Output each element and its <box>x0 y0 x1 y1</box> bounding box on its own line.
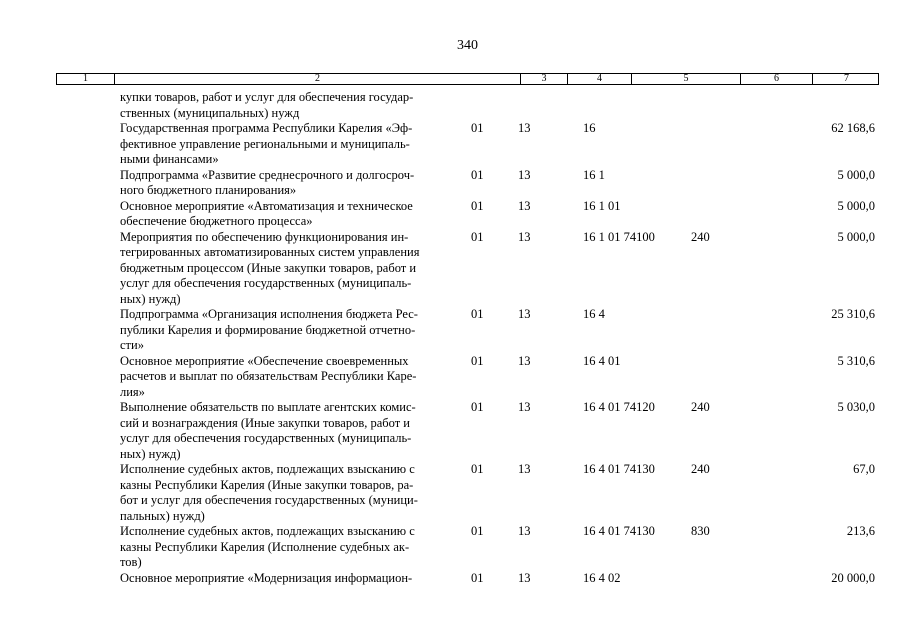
row-col-3: 01 <box>471 462 484 476</box>
header-col-2: 2 <box>115 74 521 84</box>
row-col-4: 13 <box>518 307 531 321</box>
header-col-5: 5 <box>632 74 741 84</box>
row-col-4: 13 <box>518 121 531 135</box>
row-col-3: 01 <box>471 307 484 321</box>
row-col-5: 16 1 01 74100 <box>583 229 655 244</box>
row-col-7: 5 030,0 <box>837 400 875 414</box>
table-header-row <box>56 73 879 85</box>
row-col-7: 5 000,0 <box>837 167 875 182</box>
row-name: Исполнение судебных актов, подлежащих взысканию с казны Республики Карелия (Исполнение судебных ак- тов) <box>120 524 415 569</box>
header-col-6: 6 <box>741 74 813 84</box>
row-col-3: 01 <box>471 229 484 244</box>
header-col-3: 3 <box>521 74 568 84</box>
row-col-4: 13 <box>518 570 531 585</box>
row-col-4: 13 <box>518 229 531 244</box>
row-name: Исполнение судебных актов, подлежащих взысканию с казны Республики Карелия (Иные закупки товаров, ра- бот и услуг для обеспечения государственных (муници- пальных) нужд) <box>120 462 418 523</box>
row-col-7: 5 000,0 <box>837 198 875 213</box>
row-col-4: 13 <box>518 167 531 182</box>
table-row <box>0 168 905 199</box>
row-col-3: 01 <box>471 121 484 135</box>
row-col-4: 13 <box>518 400 531 414</box>
row-name: Основное мероприятие «Обеспечение своевременных расчетов и выплат по обязательствам Республики Каре- лия» <box>120 353 417 399</box>
row-col-4: 13 <box>518 462 531 476</box>
row-col-5: 16 4 01 74130 <box>583 524 655 538</box>
row-name: Государственная программа Республики Карелия «Эф- фективное управление региональными и муниципаль- ными финансами» <box>120 121 413 166</box>
row-col-5: 16 1 <box>583 167 605 182</box>
row-col-7: 5 310,6 <box>837 353 875 368</box>
row-col-5: 16 4 <box>583 307 605 321</box>
row-col-4: 13 <box>518 524 531 538</box>
row-col-5: 16 4 01 74120 <box>583 400 655 414</box>
row-col-5: 16 <box>583 121 596 135</box>
row-col-7: 213,6 <box>846 524 875 538</box>
row-col-3: 01 <box>471 353 484 368</box>
table-row <box>0 199 905 230</box>
page-number: 340 <box>457 38 478 53</box>
header-col-1: 1 <box>57 74 115 84</box>
row-col-3: 01 <box>471 400 484 414</box>
row-name: Подпрограмма «Организация исполнения бюджета Рес- публики Карелия и формирование бюджетной отчетно- сти» <box>120 307 418 352</box>
table-row <box>0 571 905 587</box>
row-col-6: 240 <box>691 400 710 414</box>
row-col-4: 13 <box>518 198 531 213</box>
row-col-5: 16 4 01 <box>583 353 621 368</box>
row-col-5: 16 4 01 74130 <box>583 462 655 476</box>
row-col-7: 5 000,0 <box>837 229 875 244</box>
row-col-3: 01 <box>471 524 484 538</box>
header-col-7: 7 <box>844 73 849 84</box>
row-col-7: 67,0 <box>853 462 875 476</box>
row-col-3: 01 <box>471 198 484 213</box>
row-col-6: 240 <box>691 229 710 244</box>
table-row <box>0 524 905 571</box>
table-row <box>0 230 905 308</box>
row-col-4: 13 <box>518 353 531 368</box>
row-name: Основное мероприятие «Автоматизация и техническое обеспечение бюджетного процесса» <box>120 198 413 228</box>
row-col-6: 240 <box>691 462 710 476</box>
row-col-3: 01 <box>471 167 484 182</box>
row-name: Мероприятия по обеспечению функционирования ин- тегрированных автоматизированных систем управления бюджетным процессом (Иные закупки товаров, работ и услуг для обеспечения государственных (муниципаль- ных) нужд) <box>120 229 420 306</box>
table-body <box>0 90 905 586</box>
table-row <box>0 354 905 401</box>
table-row <box>0 121 905 168</box>
row-col-6: 830 <box>691 524 710 538</box>
row-col-7: 62 168,6 <box>831 121 875 135</box>
row-col-5: 16 1 01 <box>583 198 621 213</box>
table-row <box>0 462 905 524</box>
row-col-7: 20 000,0 <box>831 570 875 585</box>
header-col-4: 4 <box>568 74 632 84</box>
row-col-3: 01 <box>471 570 484 585</box>
table-row <box>0 400 905 462</box>
table-row <box>0 90 905 121</box>
row-name: Выполнение обязательств по выплате агентских комис- сий и вознаграждения (Иные закупки товаров, работ и услуг для обеспечения государственных (муниципаль- ных) нужд) <box>120 400 416 461</box>
row-name: Основное мероприятие «Модернизация информацион- <box>120 570 413 585</box>
row-col-5: 16 4 02 <box>583 570 621 585</box>
row-col-7: 25 310,6 <box>831 307 875 321</box>
row-name: купки товаров, работ и услуг для обеспечения государ- ственных (муниципальных) нужд <box>120 90 414 120</box>
row-name: Подпрограмма «Развитие среднесрочного и долгосроч- ного бюджетного планирования» <box>120 167 415 197</box>
table-row <box>0 307 905 354</box>
